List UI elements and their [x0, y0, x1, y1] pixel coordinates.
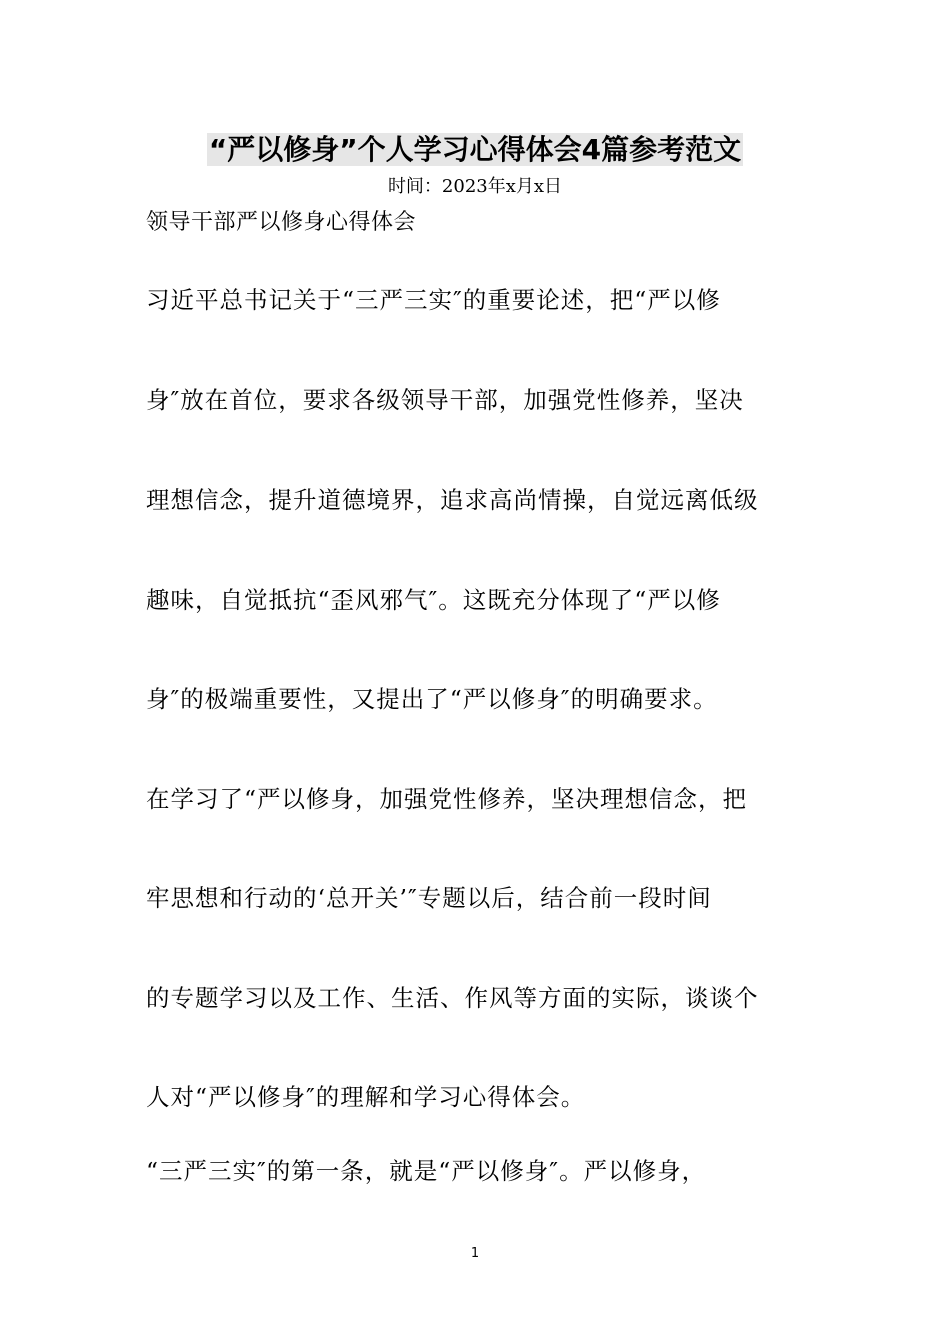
- body-line-7: 牢思想和行动的‘总开关’″专题以后，结合前一段时间: [146, 884, 712, 912]
- body-line-9: 人对“严以修身″的理解和学习心得体会。: [146, 1083, 586, 1111]
- body-line-2: 身″放在首位，要求各级领导干部，加强党性修养，坚决: [146, 386, 744, 414]
- body-line-3: 理想信念，提升道德境界，追求高尚情操，自觉远离低级: [146, 486, 759, 514]
- date-line: 时间：2023年x月x日: [387, 176, 563, 197]
- page-number: 1: [470, 1246, 480, 1261]
- body-line-6: 在学习了“严以修身，加强党性修养，坚决理想信念，把: [146, 785, 748, 813]
- body-line-5: 身″的极端重要性，又提出了“严以修身″的明确要求。: [146, 685, 718, 713]
- body-line-8: 的专题学习以及工作、生活、作风等方面的实际，谈谈个: [146, 984, 759, 1012]
- document-title: [0, 130, 950, 170]
- subheading: 领导干部严以修身心得体会: [146, 210, 417, 235]
- document-title-text: “严以修身”个人学习心得体会4篇参考范文: [208, 133, 742, 166]
- body-line-1: 习近平总书记关于“三严三实″的重要论述，把“严以修: [146, 286, 721, 314]
- body-line-4: 趣味，自觉抵抗“歪风邪气″。这既充分体现了“严以修: [146, 586, 721, 614]
- body-line-10: “三严三实″的第一条，就是“严以修身″。严以修身，: [146, 1157, 707, 1185]
